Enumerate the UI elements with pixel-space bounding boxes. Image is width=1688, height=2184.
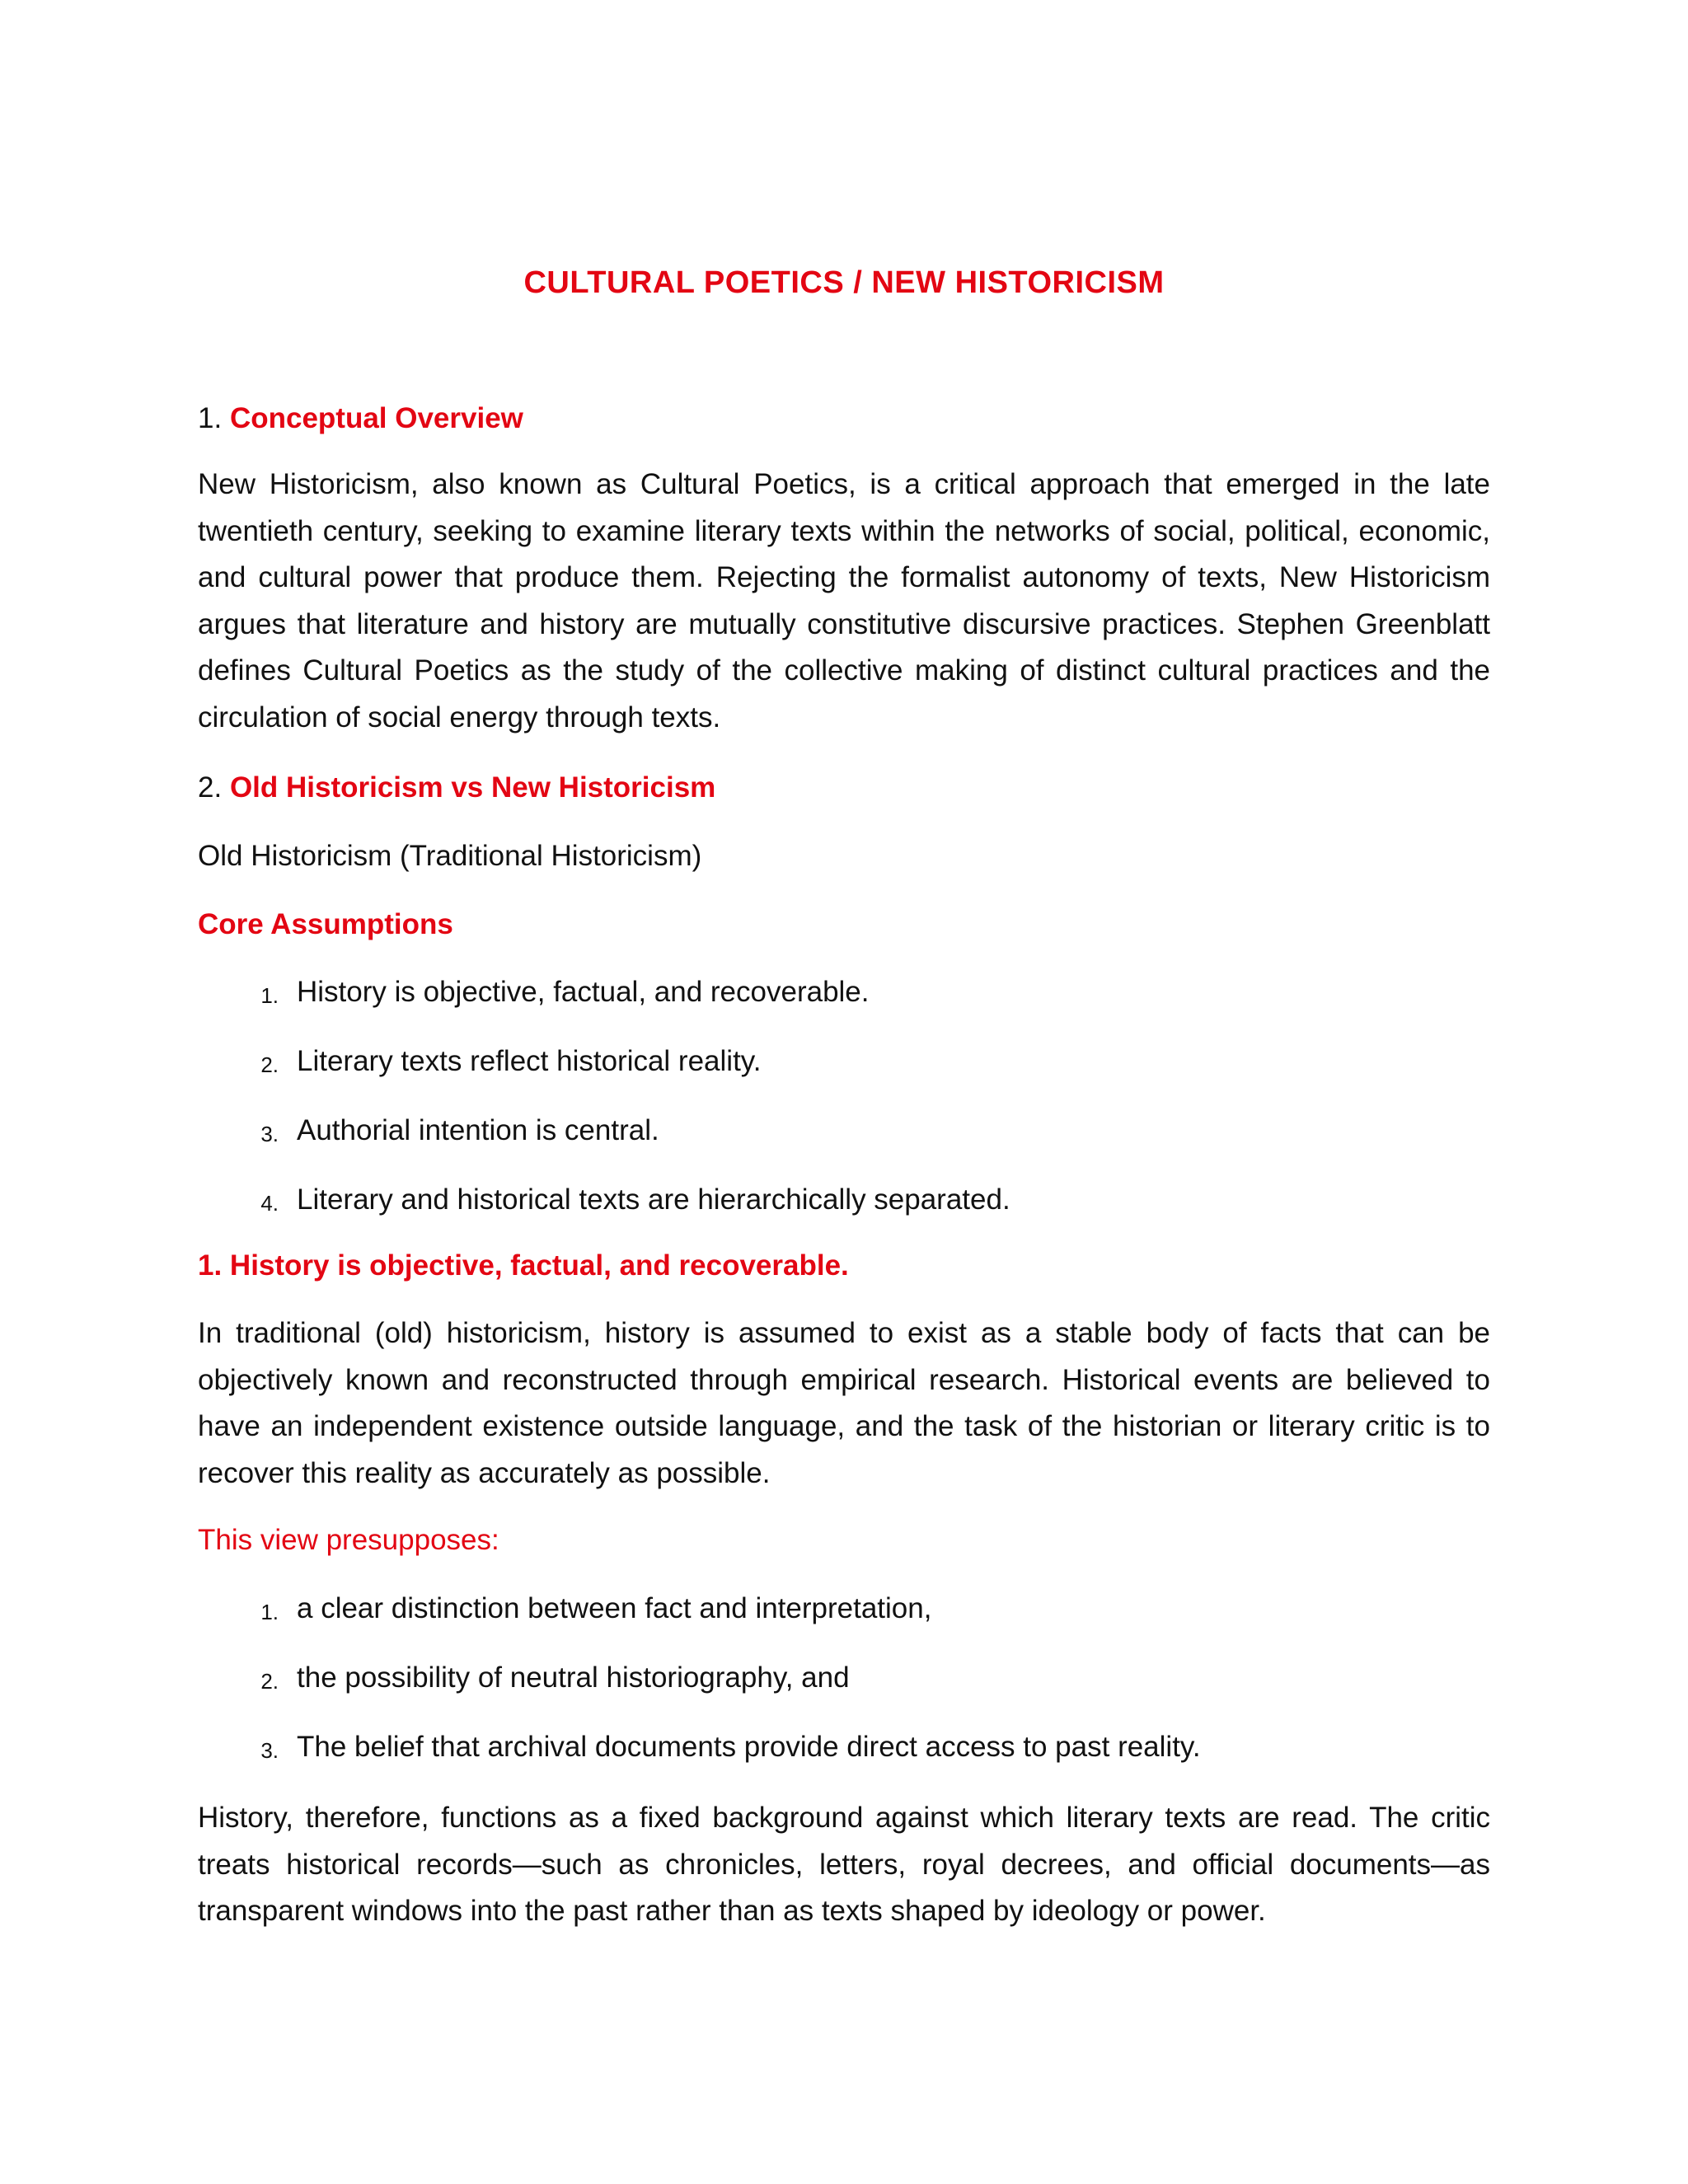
core-assumptions-list	[198, 974, 1490, 1251]
section-number: 1.	[198, 402, 223, 434]
list-number: 1.	[260, 983, 279, 1008]
section-title: Conceptual Overview	[229, 402, 523, 434]
list-number: 2.	[260, 1052, 279, 1077]
list-text: the possibility of neutral historiography, and	[297, 1661, 850, 1694]
document-title: CULTURAL POETICS / NEW HISTORICISM	[523, 265, 1165, 300]
list-text: History is objective, factual, and recoverable.	[297, 976, 870, 1008]
list-text: The belief that archival documents provide direct access to past reality.	[297, 1731, 1201, 1763]
list-text: a clear distinction between fact and interpretation,	[297, 1592, 932, 1624]
old-historicism-subtitle: Old Historicism (Traditional Historicism)	[198, 840, 702, 872]
list-number: 4.	[260, 1191, 279, 1216]
section-title: Old Historicism vs New Historicism	[229, 771, 716, 804]
list-item	[198, 1591, 1490, 1660]
list-number: 2.	[260, 1669, 279, 1694]
list-item	[198, 1729, 1490, 1798]
list-text: Literary texts reflect historical reality.	[297, 1045, 762, 1077]
section-heading-old-vs-new	[198, 770, 1490, 806]
list-text: Literary and historical texts are hierarchically separated.	[297, 1183, 1010, 1216]
section-number: 2.	[198, 771, 223, 804]
list-number: 3.	[260, 1738, 279, 1763]
presuppositions-list	[198, 1591, 1490, 1798]
list-item	[198, 1182, 1490, 1251]
list-item	[198, 974, 1490, 1043]
list-item	[198, 1043, 1490, 1113]
presupposes-label: This view presupposes:	[198, 1524, 499, 1556]
closing-paragraph: History, therefore, functions as a fixed background against which literary texts are read. The critic treats historical records—such as chronicles, letters, royal decrees, and official documents—as transparent windows into the past rather than as texts shaped by ideology or power.	[198, 1802, 1490, 1928]
list-item	[198, 1113, 1490, 1182]
old-historicism-paragraph: In traditional (old) historicism, history is assumed to exist as a stable body of facts that can be objectively known and reconstructed through empirical research. Historical events are believed to have an independent existence outside language, and the task of the historian or literary critic is to recover this reality as accurately as possible.	[198, 1317, 1490, 1489]
list-number: 3.	[260, 1122, 279, 1146]
list-item	[198, 1660, 1490, 1729]
core-assumptions-heading: Core Assumptions	[198, 908, 453, 940]
subsection-heading-history-objective: 1. History is objective, factual, and recoverable.	[198, 1249, 849, 1282]
list-number: 1.	[260, 1600, 279, 1624]
section-heading-conceptual-overview	[198, 401, 1490, 437]
overview-paragraph: New Historicism, also known as Cultural Poetics, is a critical approach that emerged in the late twentieth century, seeking to examine literary texts within the networks of social, political, economic, and cultural power that produce them. Rejecting the formalist autonomy of texts, New Historicism argues that literature and history are mutually constitutive discursive practices. Stephen Greenblatt defines Cultural Poetics as the study of the collective making of distinct cultural practices and the circulation of social energy through texts.	[198, 468, 1490, 733]
list-text: Authorial intention is central.	[297, 1114, 659, 1146]
